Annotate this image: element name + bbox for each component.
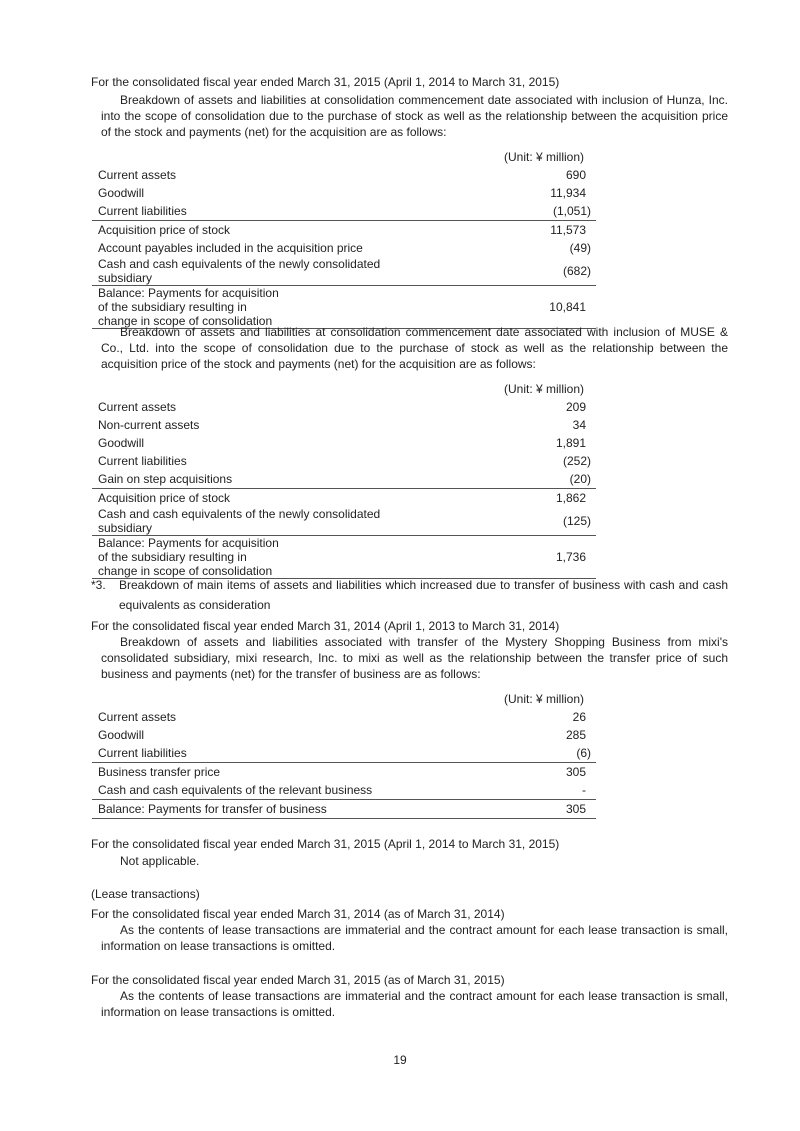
row-value: 1,736 [555,550,586,564]
row-value: (6) [576,746,591,760]
table-row [92,708,596,726]
row-value: 10,841 [549,300,586,314]
table-row [92,239,596,257]
table-row [92,452,596,470]
row-label: Current liabilities [98,746,187,760]
row-value: 690 [565,168,586,182]
row-label: Acquisition price of stock [92,221,438,240]
table-row [92,286,596,329]
row-label: Current liabilities [98,454,187,468]
row-label: Current assets [98,710,177,724]
muse-intro-paragraph: Breakdown of assets and liabilities at consolidation commencement date associated with inclusion of MUSE & Co., Ltd. into the scope of consolidation due to the purchase of stock as well as the relationship between the acquisition price of the stock and payments (net) for the acquisition are as follows: [101,325,728,371]
row-value: (20) [569,472,591,486]
table-row [92,726,596,744]
row-label: Current liabilities [98,204,187,218]
fy2015-heading: For the consolidated fiscal year ended March 31, 2015 (April 1, 2014 to March 31, 2015) [91,75,560,89]
note-number: *3. [91,578,106,592]
row-value: (252) [562,454,591,468]
row-value: 1,862 [555,491,586,505]
row-value: 26 [572,710,586,724]
page-number: 19 [393,1053,407,1067]
row-value: (49) [569,241,591,255]
table-row [92,221,596,240]
lease-section-title: (Lease transactions) [91,887,200,901]
table-spacer [92,380,438,398]
lease-fy2015-heading: For the consolidated fiscal year ended March 31, 2015 (as of March 31, 2015) [91,973,505,987]
row-label: Balance: Payments for acquisition of the subsidiary resulting in change in scope of consolidation [92,536,438,579]
row-label: Cash and cash equivalents of the relevant business [98,783,373,797]
row-value: (1,051) [552,204,591,218]
lease-fy2014-text: As the contents of lease transactions are immaterial and the contract amount for each lease transaction is small, information on lease transactions is omitted. [101,923,728,953]
business-transfer-table [92,690,596,819]
row-value: 305 [565,802,586,816]
fy2014-heading: For the consolidated fiscal year ended March 31, 2014 (April 1, 2013 to March 31, 2014) [91,619,560,633]
table-row [92,489,596,508]
table-row [92,257,596,286]
row-label: Current assets [98,168,177,182]
lease-fy2014-heading: For the consolidated fiscal year ended March 31, 2014 (as of March 31, 2014) [91,907,505,921]
row-label: Gain on step acquisitions [98,472,233,486]
row-label: Non-current assets [98,418,200,432]
row-label: Business transfer price [92,763,438,782]
table-row [92,434,596,452]
note-text: Breakdown of main items of assets and liabilities which increased due to transfer of business with cash and cash equivalents as consideration [119,578,728,612]
row-value: 285 [565,728,586,742]
unit-label: (Unit: ¥ million) [503,150,584,164]
row-label: Goodwill [98,436,145,450]
row-label: Goodwill [98,186,145,200]
row-label: Goodwill [98,728,145,742]
not-applicable-text: Not applicable. [120,854,200,868]
table-row [92,744,596,763]
hunza-intro-paragraph: Breakdown of assets and liabilities at consolidation commencement date associated with inclusion of Hunza, Inc. into the scope of consolidation due to the purchase of stock as well as the relationship between the acquisition price of the stock and payments (net) for the acquisition are as follows: [101,93,728,139]
row-value: 11,573 [550,223,586,237]
lease-fy2015-text: As the contents of lease transactions are immaterial and the contract amount for each lease transaction is small, information on lease transactions is omitted. [101,989,728,1019]
unit-label: (Unit: ¥ million) [503,382,584,396]
row-label: Cash and cash equivalents of the newly consolidated subsidiary [98,507,381,535]
row-value: (125) [562,514,591,528]
table-row [92,536,596,579]
row-value: 34 [572,418,586,432]
table-row [92,470,596,489]
row-label: Account payables included in the acquisition price [98,241,363,255]
table-row [92,781,596,800]
table-row [92,507,596,536]
row-value: 305 [565,765,586,779]
table-row [92,398,596,416]
row-value: - [582,783,586,797]
table-row [92,416,596,434]
row-value: 209 [565,400,586,414]
table-row [92,184,596,202]
note-3 [91,575,728,615]
row-label: Balance: Payments for acquisition of the subsidiary resulting in change in scope of consolidation [92,286,438,329]
row-value: 1,891 [555,436,586,450]
table-row [92,166,596,184]
muse-acquisition-table [92,380,596,579]
row-value: 11,934 [550,186,586,200]
row-label: Acquisition price of stock [92,489,438,508]
unit-label: (Unit: ¥ million) [503,692,584,706]
row-label: Cash and cash equivalents of the newly consolidated subsidiary [98,257,381,285]
table-row [92,202,596,221]
table-row [92,763,596,782]
table-spacer [92,690,438,708]
row-label: Current assets [98,400,177,414]
hunza-acquisition-table [92,148,596,329]
table-spacer [92,148,438,166]
row-label: Balance: Payments for transfer of business [92,800,438,819]
mystery-shopping-intro-paragraph: Breakdown of assets and liabilities associated with transfer of the Mystery Shopping Business from mixi's consolidated subsidiary, mixi research, Inc. to mixi as well as the relationship between the transfer price of such business and payments (net) for the transfer of business are as follows: [101,635,728,681]
row-value: (682) [562,264,591,278]
fy2015-heading-2: For the consolidated fiscal year ended March 31, 2015 (April 1, 2014 to March 31, 2015) [91,837,560,851]
table-row [92,800,596,819]
